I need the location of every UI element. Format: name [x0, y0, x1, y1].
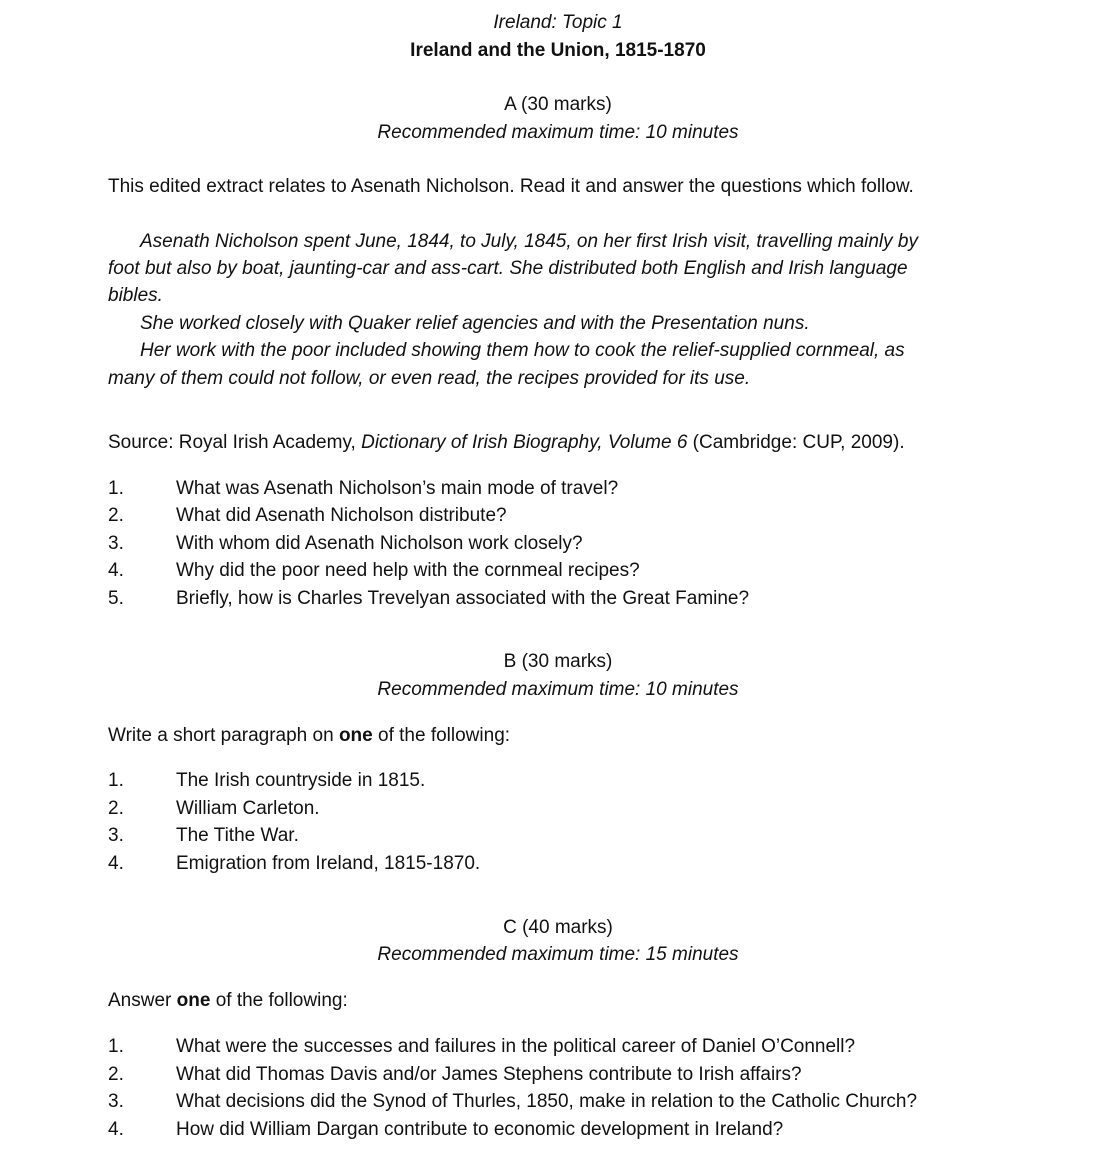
source-suffix: (Cambridge: CUP, 2009). [687, 432, 905, 453]
section-a-heading: A (30 marks) [504, 94, 612, 115]
item-number: 3. [108, 825, 124, 846]
extract-line: She worked closely with Quaker relief agencies and with the Presentation nuns. [140, 313, 810, 334]
item-text: How did William Dargan contribute to economic development in Ireland? [176, 1119, 784, 1140]
instruction-text: Answer [108, 990, 177, 1011]
question-text: Why did the poor need help with the cornmeal recipes? [176, 560, 640, 581]
item-text: Emigration from Ireland, 1815-1870. [176, 853, 481, 874]
item-number: 3. [108, 1091, 124, 1112]
section-b-instruction [108, 725, 510, 747]
question-number: 4. [108, 560, 124, 581]
item-text: The Irish countryside in 1815. [176, 770, 426, 791]
item-number: 4. [108, 853, 124, 874]
instruction-emphasis: one [176, 990, 211, 1011]
section-b-heading: B (30 marks) [503, 651, 613, 672]
item-number: 4. [108, 1119, 124, 1140]
question-number: 2. [108, 505, 124, 526]
item-number: 1. [108, 1036, 124, 1057]
item-text: What were the successes and failures in the political career of Daniel O’Connell? [176, 1036, 856, 1057]
question-number: 1. [108, 478, 124, 499]
item-text: What did Thomas Davis and/or James Stephens contribute to Irish affairs? [176, 1064, 802, 1085]
item-number: 1. [108, 770, 124, 791]
section-c-heading: C (40 marks) [503, 917, 613, 938]
question-number: 5. [108, 588, 124, 609]
section-c-time: Recommended maximum time: 15 minutes [377, 944, 739, 965]
item-number: 2. [108, 798, 124, 819]
topic-label: Ireland: Topic 1 [493, 12, 623, 33]
item-text: What decisions did the Synod of Thurles, 1850, make in relation to the Catholic Church? [176, 1091, 918, 1112]
extract-line: Her work with the poor included showing them how to cook the relief-supplied cornmeal, as [140, 340, 905, 361]
instruction-emphasis: one [338, 725, 373, 746]
extract-line: bibles. [108, 285, 163, 306]
item-text: William Carleton. [176, 798, 320, 819]
instruction-text: Write a short paragraph on [108, 725, 339, 746]
question-text: Briefly, how is Charles Trevelyan associated with the Great Famine? [176, 588, 750, 609]
section-b-time: Recommended maximum time: 10 minutes [377, 679, 739, 700]
instruction-text: of the following: [372, 725, 511, 746]
item-text: The Tithe War. [176, 825, 299, 846]
extract-line: foot but also by boat, jaunting-car and ass-cart. She distributed both English and Irish language [108, 258, 908, 279]
source-citation [108, 432, 905, 454]
page-title: Ireland and the Union, 1815-1870 [410, 40, 706, 61]
section-a-intro: This edited extract relates to Asenath Nicholson. Read it and answer the questions which follow. [108, 176, 914, 197]
question-number: 3. [108, 533, 124, 554]
extract-line: Asenath Nicholson spent June, 1844, to July, 1845, on her first Irish visit, travelling mainly by [140, 231, 918, 252]
question-text: With whom did Asenath Nicholson work closely? [176, 533, 583, 554]
item-number: 2. [108, 1064, 124, 1085]
section-a-time: Recommended maximum time: 10 minutes [377, 122, 739, 143]
question-text: What did Asenath Nicholson distribute? [176, 505, 507, 526]
extract-line: many of them could not follow, or even read, the recipes provided for its use. [108, 368, 751, 389]
source-work: Dictionary of Irish Biography, Volume 6 [361, 432, 688, 453]
instruction-text: of the following: [210, 990, 348, 1011]
source-prefix: Source: Royal Irish Academy, [108, 432, 362, 453]
question-text: What was Asenath Nicholson’s main mode of travel? [176, 478, 619, 499]
section-c-instruction [108, 990, 348, 1012]
